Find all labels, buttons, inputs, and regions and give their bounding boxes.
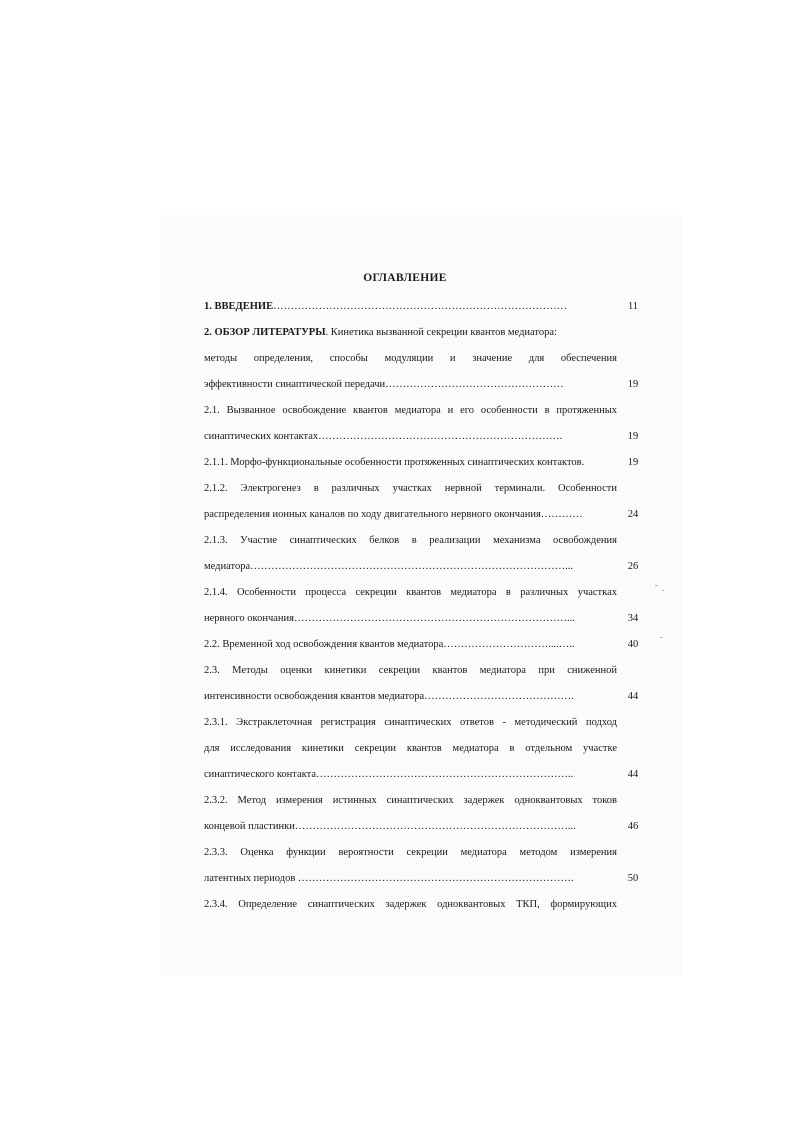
- toc-line-text: 2.1.3. Участие синаптических белков в реализации механизма освобождения: [204, 535, 617, 546]
- toc-page-number: 19: [627, 379, 639, 390]
- toc-line-text: . Кинетика вызванной секреции квантов медиатора:: [325, 327, 557, 338]
- toc-section-heading: 1. ВВЕДЕНИЕ: [204, 301, 274, 312]
- toc-line: [204, 846, 617, 860]
- toc-line-text: 2.3. Методы оценки кинетики секреции квантов медиатора при сниженной: [204, 665, 617, 676]
- toc-line: [204, 300, 617, 314]
- toc-page-number: 11: [627, 301, 639, 312]
- toc-line: [204, 586, 617, 600]
- toc-page-number: 19: [627, 457, 639, 468]
- toc-line: [204, 742, 617, 756]
- toc-line-text: синаптического контакта………………………………………………………………..: [204, 769, 574, 780]
- toc-page-number: 24: [627, 509, 639, 520]
- toc-page-number: 46: [627, 821, 639, 832]
- toc-line: [204, 534, 617, 548]
- toc-page-number: 34: [627, 613, 639, 624]
- toc-page-number: 19: [627, 431, 639, 442]
- toc-line: [204, 638, 617, 652]
- toc-line: [204, 352, 617, 366]
- toc-line-text: методы определения, способы модуляции и значение для обеспечения: [204, 353, 617, 364]
- toc-line-text: 2.3.4. Определение синаптических задержек одноквантовых ТКП, формирующих: [204, 899, 617, 910]
- toc-line-text: 2.1.4. Особенности процесса секреции квантов медиатора в различных участках: [204, 587, 617, 598]
- toc-line: [204, 430, 617, 444]
- toc-section-heading: 2. ОБЗОР ЛИТЕРАТУРЫ: [204, 327, 326, 338]
- toc-line: [204, 898, 617, 912]
- toc-line: [204, 716, 617, 730]
- toc-line-text: нервного окончания……………………………………………………………………...: [204, 613, 575, 624]
- toc-line: [204, 872, 617, 886]
- toc-page-number: 44: [627, 691, 639, 702]
- toc-line-text: 2.3.3. Оценка функции вероятности секреции медиатора методом измерения: [204, 847, 617, 858]
- toc-line: [204, 794, 617, 808]
- toc-line-text: концевой пластинки……………………………………………………………………...: [204, 821, 576, 832]
- toc-line-text: 2.1.1. Морфо-функциональные особенности протяженных синаптических контактов.: [204, 457, 585, 468]
- toc-line: [204, 560, 617, 574]
- toc-line: [204, 768, 617, 782]
- toc-line-text: …………………………………………………………………………: [273, 301, 568, 312]
- toc-line-text: распределения ионных каналов по ходу двигательного нервного окончания…………: [204, 509, 583, 520]
- toc-line: [204, 690, 617, 704]
- toc-line: [204, 456, 617, 470]
- toc-line-text: латентных периодов …………………………………………………………………….: [204, 873, 574, 884]
- toc-line-text: 2.3.1. Экстраклеточная регистрация синаптических ответов - методический подход: [204, 717, 617, 728]
- toc-line-text: 2.3.2. Метод измерения истинных синаптических задержек одноквантовых токов: [204, 795, 617, 806]
- toc-line-text: интенсивности освобождения квантов медиатора…………………………………….: [204, 691, 574, 702]
- toc-line: [204, 612, 617, 626]
- toc-title: ОГЛАВЛЕНИЕ: [363, 272, 447, 284]
- toc-line-text: 2.2. Временной ход освобождения квантов медиатора…………………………....…..: [204, 639, 575, 650]
- toc-line-text: 2.1.2. Электрогенез в различных участках нервной терминали. Особенности: [204, 483, 617, 494]
- toc-line: [204, 326, 617, 340]
- toc-line-text: 2.1. Вызванное освобождение квантов медиатора и его особенности в протяженных: [204, 405, 617, 416]
- toc-line-text: для исследования кинетики секреции квантов медиатора в отдельном участке: [204, 743, 617, 754]
- scan-speck: [655, 585, 658, 586]
- toc-page-number: 26: [627, 561, 639, 572]
- toc-line: [204, 820, 617, 834]
- toc-page-number: 44: [627, 769, 639, 780]
- toc-line-text: эффективности синаптической передачи……………………………………………: [204, 379, 564, 390]
- toc-line: [204, 404, 617, 418]
- toc-line: [204, 378, 617, 392]
- toc-page-number: 40: [627, 639, 639, 650]
- toc-line: [204, 482, 617, 496]
- toc-line: [204, 664, 617, 678]
- scan-speck: [660, 637, 663, 638]
- toc-line-text: медиатора………………………………………………………………………………...: [204, 561, 574, 572]
- toc-line: [204, 508, 617, 522]
- scan-speck: [662, 590, 664, 591]
- toc-page-number: 50: [627, 873, 639, 884]
- toc-line-text: синаптических контактах…………………………………………………………….: [204, 431, 563, 442]
